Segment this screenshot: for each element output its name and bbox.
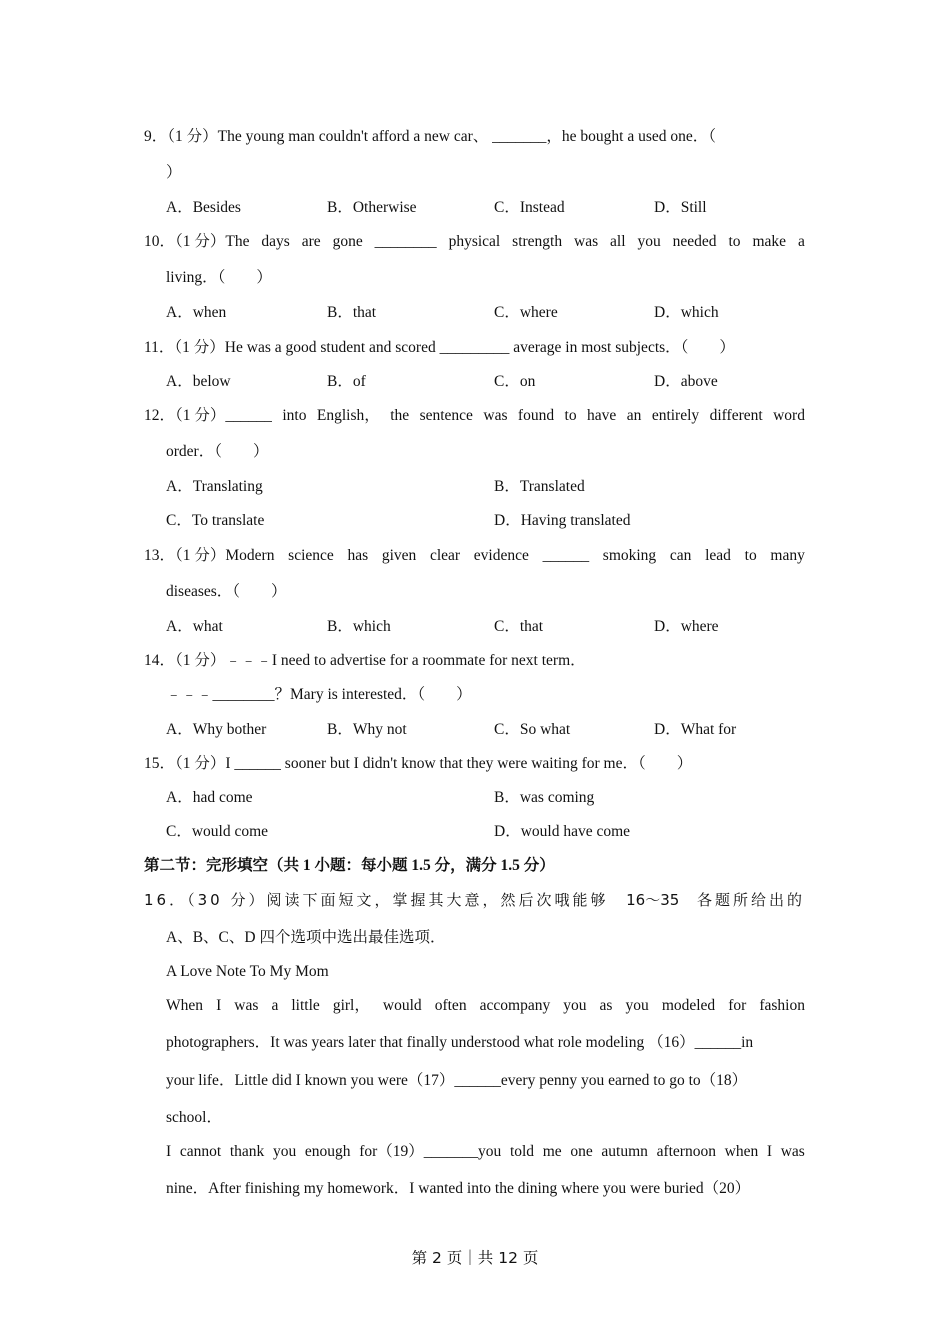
q13-word: has	[347, 547, 369, 564]
q12-stem	[144, 406, 805, 426]
q10-word: all	[610, 233, 626, 250]
q13-blank: ______	[542, 547, 590, 564]
passage-word: you	[563, 997, 587, 1014]
q13-word: to	[744, 547, 757, 564]
q10-option-a: A．when	[166, 304, 227, 321]
q15-option-c: C．would come	[166, 823, 269, 840]
passage-p1-line3: your life．Little did I known you were（17）______every penny you earned to go to（18）	[166, 1072, 748, 1089]
passage-word: often	[434, 997, 467, 1014]
q15-option-a: A．had come	[166, 789, 253, 806]
q13-word: clear	[429, 547, 461, 564]
q13-option-b: B．which	[327, 618, 391, 635]
passage-word: little	[291, 997, 320, 1014]
q16-word: 16．（30 分）阅读下面短文，掌握其大意，然后次哦能够	[144, 891, 609, 909]
passage-word: one	[570, 1143, 593, 1160]
passage-word: thank	[229, 1143, 265, 1160]
q10-word: physical	[448, 233, 501, 250]
q12-word: have	[587, 407, 617, 424]
passage-title: A Love Note To My Mom	[166, 963, 329, 980]
q13-word: can	[669, 547, 692, 564]
q9-stem: 9．（1 分）The young man couldn't afford a new car、 _______，he bought a used one．（	[144, 128, 717, 145]
passage-word: modeled	[661, 997, 716, 1014]
q10-word: make	[752, 233, 787, 250]
passage-word: me	[542, 1143, 562, 1160]
q12-word: different	[709, 407, 763, 424]
q10-stem-cont: living．（ ）	[166, 269, 272, 286]
q15-option-b: B．was coming	[494, 789, 595, 806]
q13-word: science	[288, 547, 334, 564]
q10-word: are	[301, 233, 321, 250]
q12-word: found	[517, 407, 555, 424]
q14-stem: 14．（1 分）﹣﹣﹣I need to advertise for a roommate for next term．	[144, 652, 586, 669]
passage-word: autumn	[601, 1143, 648, 1160]
q11-stem: 11．（1 分）He was a good student and scored _________ average in most subjects．（ ）	[144, 339, 735, 356]
q9-stem-cont: ）	[166, 164, 182, 181]
q10-word: was	[574, 233, 599, 250]
page-footer: 第 2 页｜共 12 页	[411, 1249, 539, 1267]
passage-word: I	[766, 1143, 773, 1160]
q13-word: given	[381, 547, 417, 564]
q10-word: you	[637, 233, 661, 250]
q16-instruction: A、B、C、D 四个选项中选出最佳选项．	[166, 929, 446, 946]
q10-stem	[144, 232, 805, 252]
q10-option-b: B．that	[327, 304, 377, 321]
passage-p1-line2: photographers．It was years later that finally understood what role modeling （16）______in	[166, 1034, 754, 1051]
q15-option-d: D．would have come	[494, 823, 631, 840]
q13-stem-cont: diseases．（ ）	[166, 583, 287, 600]
q10-word: a	[797, 233, 805, 250]
q9-option-b: B．Otherwise	[327, 199, 417, 216]
q9-option-d: D．Still	[654, 199, 707, 216]
q10-word: strength	[512, 233, 563, 250]
passage-word: afternoon	[656, 1143, 716, 1160]
passage-word: for（19）_______you	[359, 1143, 502, 1160]
q15-stem: 15．（1 分）I ______ sooner but I didn't know that they were waiting for me．（ ）	[144, 755, 693, 772]
passage-word: cannot	[179, 1143, 222, 1160]
q12-option-b: B．Translated	[494, 478, 585, 495]
passage-word: as	[599, 997, 613, 1014]
q13-word: lead	[705, 547, 731, 564]
q12-word: sentence	[419, 407, 473, 424]
passage-word: you	[625, 997, 649, 1014]
q10-option-d: D．which	[654, 304, 719, 321]
passage-word: enough	[304, 1143, 351, 1160]
q13-word: smoking	[602, 547, 657, 564]
passage-word: would	[382, 997, 422, 1014]
passage-word: was	[234, 997, 259, 1014]
q10-word: to	[728, 233, 741, 250]
q12-word: to	[564, 407, 577, 424]
q12-word: an	[626, 407, 642, 424]
passage-word: told	[509, 1143, 535, 1160]
q13-option-d: D．where	[654, 618, 719, 635]
q10-word: days	[261, 233, 290, 250]
q13-stem	[144, 546, 805, 566]
q13-word: 13．（1 分）Modern	[144, 547, 275, 564]
q14-option-c: C．So what	[494, 721, 571, 738]
passage-word: When	[166, 997, 204, 1014]
passage-word: you	[272, 1143, 297, 1160]
q16-word: 各题所给出的	[696, 891, 805, 909]
passage-p1-line4: school．	[166, 1109, 222, 1126]
passage-word: girl，	[332, 997, 370, 1014]
q12-option-a: A．Translating	[166, 478, 263, 495]
q13-word: evidence	[473, 547, 529, 564]
q14-option-b: B．Why not	[327, 721, 407, 738]
section-heading: 第二节：完形填空（共 1 小题：每小题 1.5 分，满分 1.5 分）	[144, 857, 555, 874]
passage-word: I	[166, 1143, 172, 1160]
passage-word: accompany	[479, 997, 551, 1014]
q12-word: was	[483, 407, 508, 424]
passage-word: was	[780, 1143, 805, 1160]
q13-word: many	[770, 547, 805, 564]
q13-option-a: A．what	[166, 618, 223, 635]
q11-option-d: D．above	[654, 373, 718, 390]
passage-word: for	[728, 997, 747, 1014]
q12-word: word	[773, 407, 805, 424]
q12-stem-cont: order．（ ）	[166, 443, 269, 460]
q10-word: 10．（1 分）The	[144, 233, 250, 250]
q14-stem-cont: ﹣﹣﹣________？Mary is interested．（ ）	[166, 686, 472, 703]
q12-word: entirely	[651, 407, 700, 424]
passage-p1-line1	[166, 996, 805, 1016]
passage-word: when	[724, 1143, 759, 1160]
q11-option-a: A．below	[166, 373, 231, 390]
q12-word: 12．（1 分）______	[144, 407, 272, 424]
passage-p2-line2: nine．After finishing my homework．I wanted into the dining where you were buried（20）	[166, 1180, 751, 1197]
q10-word: gone	[332, 233, 363, 250]
passage-word: a	[271, 997, 279, 1014]
q12-option-d: D．Having translated	[494, 512, 631, 529]
passage-p2-line1	[166, 1142, 805, 1162]
q12-word: English，	[316, 407, 380, 424]
q16-stem	[144, 890, 805, 910]
q14-option-a: A．Why bother	[166, 721, 267, 738]
q10-blank: ________	[374, 233, 437, 250]
q9-option-a: A．Besides	[166, 199, 241, 216]
q12-option-c: C．To translate	[166, 512, 265, 529]
q10-word: needed	[672, 233, 717, 250]
q11-option-c: C．on	[494, 373, 536, 390]
q12-word: the	[390, 407, 410, 424]
q12-word: into	[282, 407, 307, 424]
q13-option-c: C．that	[494, 618, 544, 635]
q10-option-c: C．where	[494, 304, 558, 321]
q9-option-c: C．Instead	[494, 199, 565, 216]
q14-option-d: D．What for	[654, 721, 737, 738]
q11-option-b: B．of	[327, 373, 366, 390]
passage-word: fashion	[759, 997, 805, 1014]
q16-word: 16～35	[626, 891, 680, 909]
passage-word: I	[216, 997, 222, 1014]
